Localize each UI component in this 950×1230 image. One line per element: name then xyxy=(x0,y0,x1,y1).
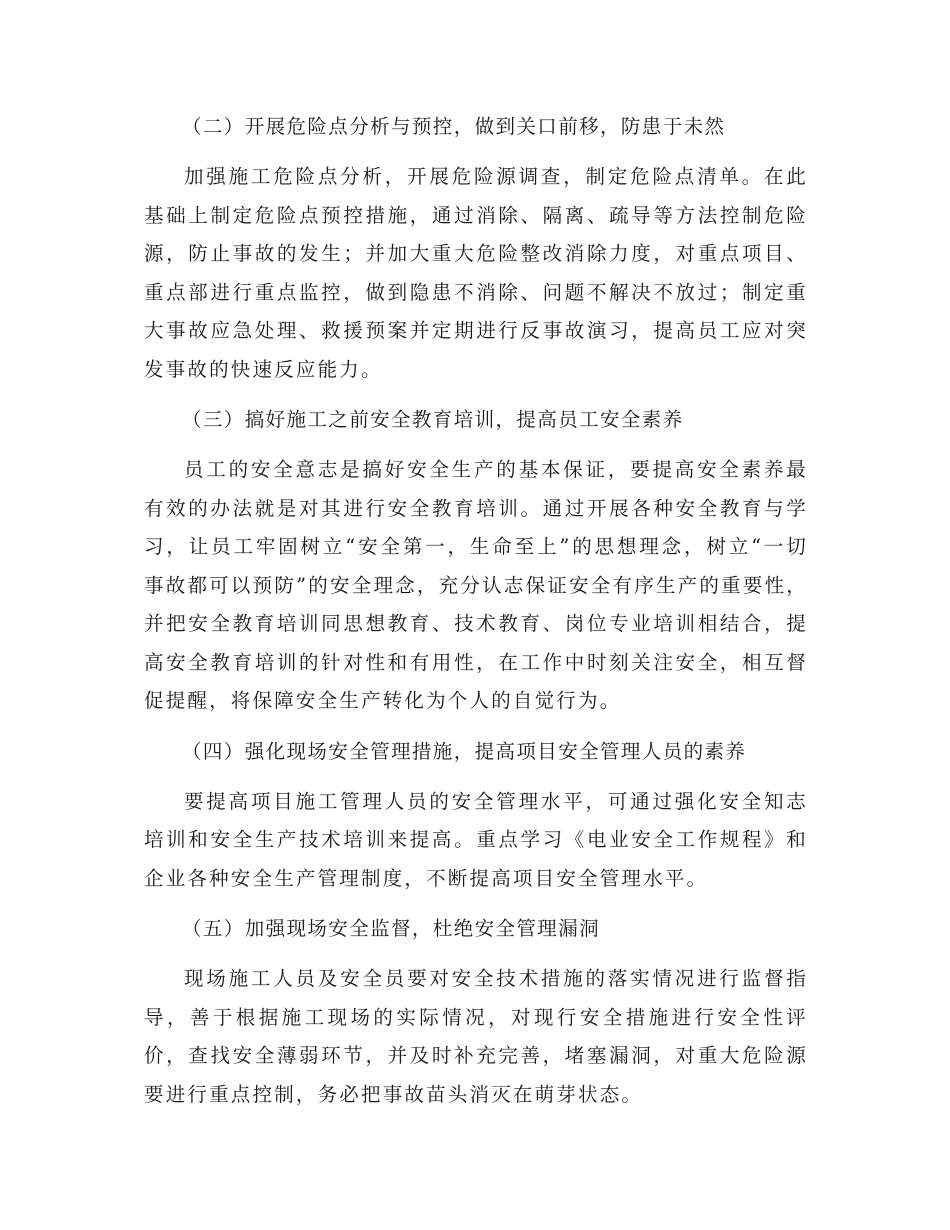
section-body-3: 员工的安全意志是搞好安全生产的基本保证，要提高安全素养最有效的办法就是对其进行安全教育培训。通过开展各种安全教育与学习，让员工牢固树立“安全第一，生命至上”的思想理念，树立“一切事故都可以预防”的安全理念，充分认志保证安全有序生产的重要性，并把安全教育培训同思想教育、技术教育、岗位专业培训相结合，提高安全教育培训的针对性和有用性，在工作中时刻关注安全，相互督促提醒，将保障安全生产转化为个人的自觉行为。 xyxy=(144,458,808,712)
section-body-5: 现场施工人员及安全员要对安全技术措施的落实情况进行监督指导，善于根据施工现场的实际情况，对现行安全措施进行安全性评价，查找安全薄弱环节，并及时补充完善，堵塞漏洞，对重大危险源要进行重点控制，务必把事故苗头消灭在萌芽状态。 xyxy=(144,967,808,1106)
section-body-2: 加强施工危险点分析，开展危险源调查，制定危险点清单。在此基础上制定危险点预控措施，通过消除、隔离、疏导等方法控制危险源，防止事故的发生；并加大重大危险整改消除力度，对重点项目、重点部进行重点监控，做到隐患不消除、问题不解决不放过；制定重大事故应急处理、救援预案并定期进行反事故演习，提高员工应对突发事故的快速反应能力。 xyxy=(144,165,808,381)
section-heading-4: （四）强化现场安全管理措施，提高项目安全管理人员的素养 xyxy=(182,739,747,763)
section-heading-3: （三）搞好施工之前安全教育培训，提高员工安全素养 xyxy=(182,408,684,431)
section-heading-2: （二）开展危险点分析与预控，做到关口前移，防患于未然 xyxy=(182,115,726,138)
section-body-4: 要提高项目施工管理人员的安全管理水平，可通过强化安全知志培训和安全生产技术培训来提高。重点学习《电业安全工作规程》和企业各种安全生产管理制度，不断提高项目安全管理水平。 xyxy=(144,789,808,890)
document-page xyxy=(144,108,808,1126)
section-heading-5: （五）加强现场安全监督，杜绝安全管理漏洞 xyxy=(182,917,601,940)
